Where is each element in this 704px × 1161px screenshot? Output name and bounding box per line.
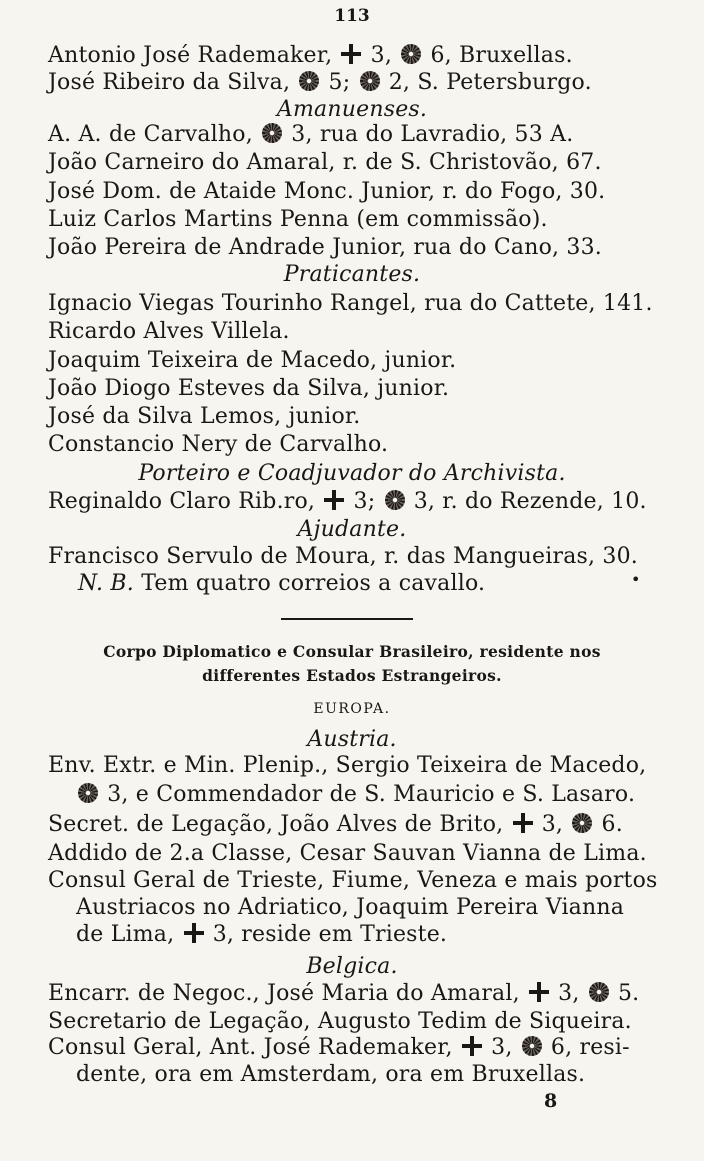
section-heading [0,96,704,124]
order-rose-icon [522,1036,542,1056]
text-segment: 3, [550,981,587,1006]
text-line [76,921,447,949]
order-rose-icon [262,123,282,143]
text-segment: João Carneiro do Amaral, r. de S. Christovão, 67. [48,150,602,175]
text-line [76,1061,585,1089]
text-segment: Porteiro e Coadjuvador do Archivista. [138,461,566,486]
text-segment: 5; [321,70,358,95]
text-segment: Praticantes. [283,262,421,287]
text-line [48,431,388,459]
section-title [0,662,704,690]
text-line [48,178,605,206]
section-heading [0,953,704,981]
page-number: 113 [334,6,370,26]
order-rose-icon [299,71,319,91]
text-line [48,234,602,262]
text-segment: Amanuenses. [276,97,428,122]
text-segment: João Diogo Esteves da Silva, junior. [48,376,450,401]
text-line [78,570,485,598]
text-line [48,1034,630,1062]
text-segment: Corpo Diplomatico e Consular Brasileiro, residente nos [103,642,601,661]
text-line [48,403,360,431]
text-segment: 3, [483,1035,520,1060]
text-line [48,149,602,177]
order-rose-icon [78,783,98,803]
text-segment: Consul Geral, Ant. José Rademaker, [48,1035,460,1060]
text-segment: differentes Estados Estrangeiros. [202,666,502,685]
text-line [48,867,658,895]
signature-mark: 8 [544,1090,558,1112]
text-segment: João Pereira de Andrade Junior, rua do Cano, 33. [48,235,602,260]
text-segment: 3, [534,812,571,837]
text-segment: 5. [610,981,640,1006]
text-segment: José Dom. de Ataide Monc. Junior, r. do Fogo, 30. [48,179,606,204]
text-segment: José da Silva Lemos, junior. [48,404,361,429]
text-segment: Joaquim Teixeira de Macedo, junior. [48,348,457,373]
order-rose-icon [360,71,380,91]
text-segment: dente, ora em Amsterdam, ora em Bruxellas. [76,1062,586,1087]
text-segment: Ignacio Viegas Tourinho Rangel, rua do Cattete, 141. [48,291,653,316]
text-segment: Francisco Servulo de Moura, r. das Mangueiras, 30. [48,544,638,569]
text-segment: Luiz Carlos Martins Penna (em commissão). [48,207,548,232]
text-segment: Antonio José Rademaker, [48,43,340,68]
text-segment: Reginaldo Claro Rib.ro, [48,489,323,514]
text-segment: de Lima, [76,922,182,947]
text-line [48,318,290,346]
section-heading [0,726,704,754]
text-line [48,206,548,234]
text-segment: 2, S. Petersburgo. [381,70,592,95]
text-segment: Ricardo Alves Villela. [48,319,290,344]
order-rose-icon [589,982,609,1002]
text-line [48,1008,632,1036]
text-segment: 3, rua do Lavradio, 53 A. [284,122,574,147]
text-line [76,781,635,809]
order-cross-icon [529,982,549,1002]
text-segment: Austria. [307,727,397,752]
text-segment: Ajudante. [297,517,407,542]
text-line [48,347,456,375]
text-segment: A. A. de Carvalho, [48,122,261,147]
order-rose-icon [385,490,405,510]
order-cross-icon [324,490,344,510]
text-segment: Constancio Nery de Carvalho. [48,432,389,457]
order-cross-icon [462,1036,482,1056]
section-divider [281,618,413,620]
text-segment: Tem quatro correios a cavallo. [134,571,486,596]
text-line [48,811,623,839]
order-cross-icon [513,813,533,833]
order-rose-icon [572,813,592,833]
text-line [48,69,592,97]
section-title [0,695,704,723]
order-cross-icon [184,923,204,943]
text-segment: 3; [346,489,383,514]
section-heading [0,261,704,289]
text-line [48,290,653,318]
text-segment: 6. [594,812,623,837]
text-segment: Secret. de Legação, João Alves de Brito, [48,812,511,837]
text-line [48,121,573,149]
text-segment: Env. Extr. e Min. Plenip., Sergio Teixeira de Macedo, [48,753,647,778]
text-segment: 6, resi- [543,1035,630,1060]
section-heading [0,460,704,488]
text-segment: Addido de 2.a Classe, Cesar Sauvan Vianna de Lima. [48,841,647,866]
text-line [48,752,646,780]
text-segment: Encarr. de Negoc., José Maria do Amaral, [48,981,527,1006]
text-line [48,488,647,516]
margin-dot: • [631,570,641,589]
text-line [48,840,647,868]
text-segment: Belgica. [306,954,398,979]
text-segment: Secretario de Legação, Augusto Tedim de Siqueira. [48,1009,632,1034]
text-segment: 6, Bruxellas. [423,43,573,68]
text-line [48,375,449,403]
text-segment: 3, r. do Rezende, 10. [406,489,647,514]
text-segment: 3, reside em Trieste. [205,922,448,947]
text-line [48,980,639,1008]
text-segment: 3, e Commendador de S. Mauricio e S. Lasaro. [100,782,636,807]
order-rose-icon [401,44,421,64]
order-cross-icon [341,44,361,64]
text-line [76,894,624,922]
text-line [48,42,573,70]
text-segment: Austriacos no Adriatico, Joaquim Pereira Vianna [76,895,625,920]
text-segment: N. B. [78,571,134,596]
section-heading [0,516,704,544]
text-segment: 3, [363,43,400,68]
text-segment: Consul Geral de Trieste, Fiume, Veneza e mais portos [48,868,658,893]
text-segment: José Ribeiro da Silva, [48,70,298,95]
text-line [48,543,638,571]
text-segment: EUROPA. [313,701,391,717]
